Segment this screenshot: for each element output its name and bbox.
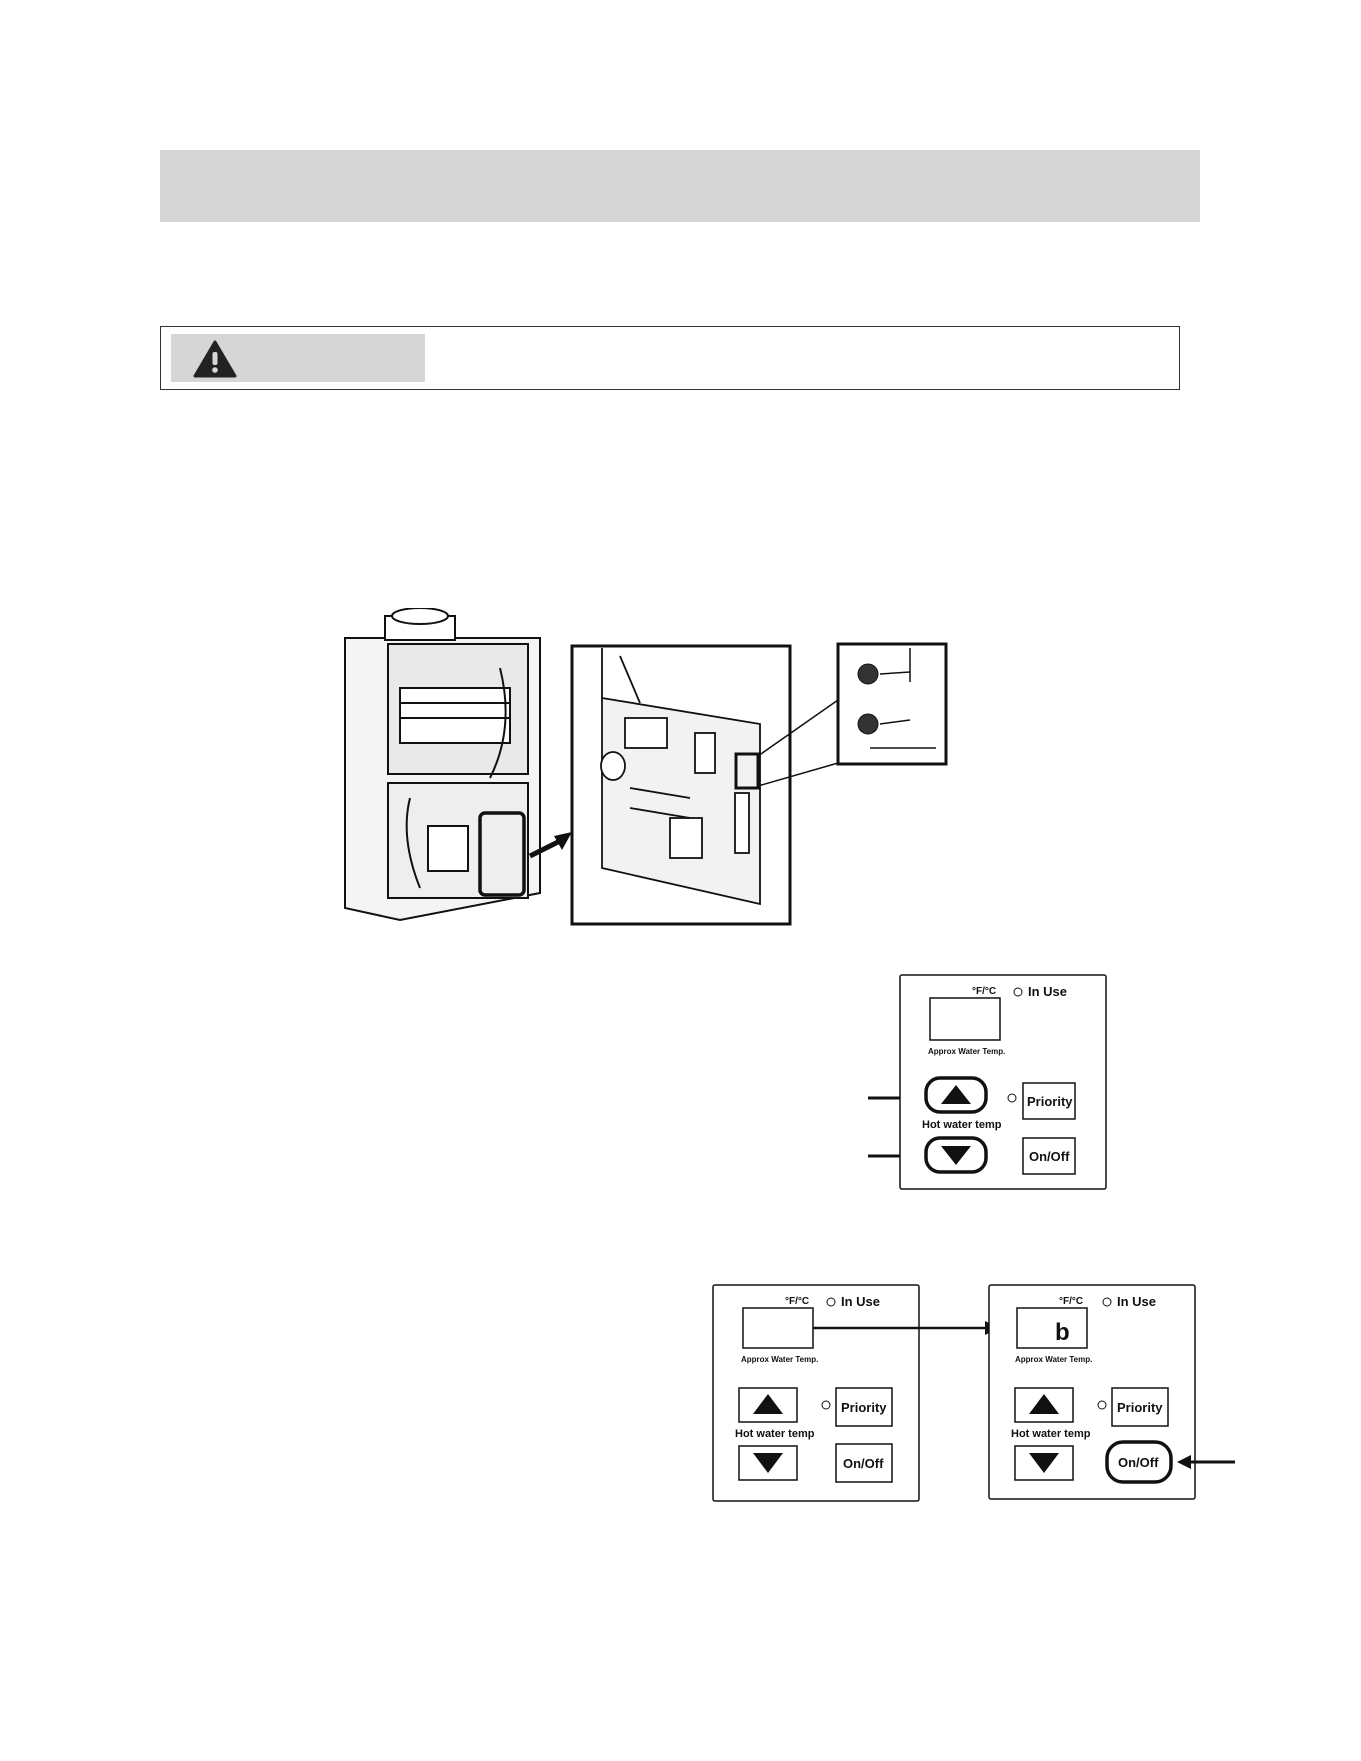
water-heater-figure [340,608,960,928]
temperature-display [743,1308,813,1348]
hot-water-temp-label: Hot water temp [1011,1428,1091,1440]
approx-water-temp-label: Approx Water Temp. [741,1355,819,1364]
display-value: b [1055,1319,1070,1346]
panel-sequence-figure [705,1280,1345,1510]
in-use-label: In Use [1028,984,1068,999]
control-panel [900,975,1106,1189]
control-panel-figure [860,970,1110,1200]
on-off-label: On/Off [843,1456,884,1471]
on-off-label: On/Off [1029,1149,1070,1164]
approx-water-temp-label: Approx Water Temp. [928,1047,1006,1056]
warning-triangle-icon [193,340,237,378]
warning-label [171,334,425,382]
unit-label: °F/°C [972,986,997,997]
control-panel-after [989,1285,1195,1499]
unit-label: °F/°C [785,1296,810,1307]
hot-water-temp-label: Hot water temp [922,1119,1002,1131]
priority-label: Priority [1117,1400,1163,1415]
in-use-label: In Use [841,1294,881,1309]
section-header-band [160,150,1200,222]
pcb-detail [572,646,838,924]
unit-label: °F/°C [1059,1296,1084,1307]
water-heater-illustration [345,608,540,920]
hot-water-temp-label: Hot water temp [735,1428,815,1440]
pcb-buttons-closeup [838,644,946,764]
priority-label: Priority [841,1400,887,1415]
in-use-label: In Use [1117,1294,1157,1309]
on-off-label: On/Off [1118,1455,1159,1470]
warning-box [160,326,1180,390]
temperature-display [930,998,1000,1040]
control-panel-before [713,1285,919,1501]
approx-water-temp-label: Approx Water Temp. [1015,1355,1093,1364]
priority-label: Priority [1027,1094,1073,1109]
temperature-display [1017,1308,1087,1348]
